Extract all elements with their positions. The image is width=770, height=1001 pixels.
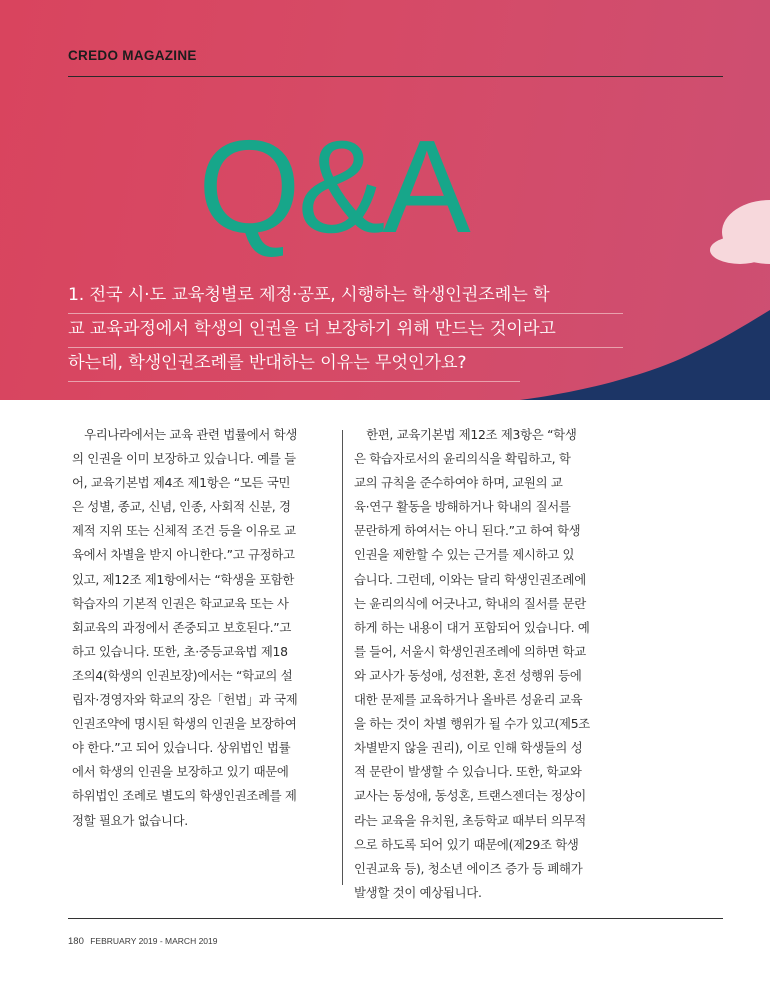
body-line: 대한 문제를 교육하거나 올바른 성윤리 교육 <box>354 692 583 708</box>
body-line: 라는 교육을 유치원, 초등학교 때부터 의무적 <box>354 812 586 828</box>
body-line: 인권을 제한할 수 있는 근거를 제시하고 있 <box>354 547 575 563</box>
body-line: 와 교사가 동성애, 성전환, 혼전 성행위 등에 <box>354 667 582 683</box>
footer-divider <box>68 918 723 919</box>
body-line: 인권조약에 명시된 학생의 인권을 보장하여 <box>72 716 297 732</box>
header-divider <box>68 76 723 77</box>
body-line: 은 학습자로서의 윤리의식을 확립하고, 학 <box>354 451 571 467</box>
body-line: 조의4(학생의 인권보장)에서는 “학교의 설 <box>72 667 293 683</box>
body-line: 에서 학생의 인권을 보장하고 있기 때문에 <box>72 764 289 780</box>
body-line: 하위법인 조례로 별도의 학생인권조례를 제 <box>72 788 297 804</box>
body-line: 우리나라에서는 교육 관련 법률에서 학생 <box>72 427 298 442</box>
question-block <box>68 280 628 382</box>
body-line: 습니다. 그런데, 이와는 달리 학생인권조례에 <box>354 571 586 587</box>
page-number: 180 <box>68 936 84 947</box>
body-line: 교사는 동성애, 동성혼, 트랜스젠더는 정상이 <box>354 788 586 804</box>
body-line: 으로 하도록 되어 있기 때문에(제29조 학생 <box>354 836 579 852</box>
body-line: 학습자의 기본적 인권은 학교교육 또는 사 <box>72 595 289 611</box>
cloud-shape-tail <box>710 236 770 264</box>
body-line: 적 문란이 발생할 수 있습니다. 또한, 학교와 <box>354 764 582 780</box>
question-line: 하는데, 학생인권조례를 반대하는 이유는 무엇인가요? <box>68 348 520 382</box>
body-line: 문란하게 하여서는 아니 된다.”고 하여 학생 <box>354 523 581 539</box>
column-divider <box>342 430 343 885</box>
body-line: 발생할 것이 예상됩니다. <box>354 884 482 900</box>
body-line: 제적 지위 또는 신체적 조건 등을 이유로 교 <box>72 523 296 539</box>
page-footer <box>68 936 217 947</box>
answer-column-right <box>354 423 620 905</box>
body-line: 어, 교육기본법 제4조 제1항은 “모든 국민 <box>72 475 291 491</box>
page-title: Q&A <box>198 113 468 260</box>
answer-column-left <box>72 423 334 833</box>
question-line: 교 교육과정에서 학생의 인권을 더 보장하기 위해 만드는 것이라고 <box>68 314 623 348</box>
body-line: 육에서 차별을 받지 아니한다.”고 규정하고 <box>72 547 295 563</box>
body-line: 립자·경영자와 학교의 장은「헌법」과 국제 <box>72 692 298 708</box>
body-line: 교의 규칙을 준수하여야 하며, 교원의 교 <box>354 475 563 491</box>
body-line: 육·연구 활동을 방해하거나 학내의 질서를 <box>354 499 571 515</box>
body-line: 은 성별, 종교, 신념, 인종, 사회적 신분, 경 <box>72 499 291 515</box>
body-line: 의 인권을 이미 보장하고 있습니다. 예를 들 <box>72 451 296 467</box>
body-line: 차별받지 않을 권리), 이로 인해 학생들의 성 <box>354 740 583 756</box>
body-line: 를 들어, 서울시 학생인권조례에 의하면 학교 <box>354 643 586 659</box>
body-line: 야 한다.”고 되어 있습니다. 상위법인 법률 <box>72 740 291 756</box>
body-line: 한편, 교육기본법 제12조 제3항은 “학생 <box>354 427 577 442</box>
issue-date: FEBRUARY 2019 - MARCH 2019 <box>90 936 218 946</box>
body-line: 을 하는 것이 차별 행위가 될 수가 있고(제5조 <box>354 716 590 732</box>
body-line: 있고, 제12조 제1항에서는 “학생을 포함한 <box>72 571 295 587</box>
body-line: 는 윤리의식에 어긋나고, 학내의 질서를 문란 <box>354 595 586 611</box>
body-line: 정할 필요가 없습니다. <box>72 812 188 828</box>
body-line: 하게 하는 내용이 대거 포함되어 있습니다. 예 <box>354 619 590 635</box>
body-line: 인권교육 등), 청소년 에이즈 증가 등 폐해가 <box>354 860 583 876</box>
body-line: 회교육의 과정에서 존중되고 보호된다.”고 <box>72 619 292 635</box>
magazine-brand: CREDO MAGAZINE <box>68 48 197 63</box>
hero-banner <box>0 0 770 400</box>
body-line: 하고 있습니다. 또한, 초·중등교육법 제18 <box>72 643 288 659</box>
question-line: 1. 전국 시·도 교육청별로 제정·공포, 시행하는 학생인권조례는 학 <box>68 280 623 314</box>
